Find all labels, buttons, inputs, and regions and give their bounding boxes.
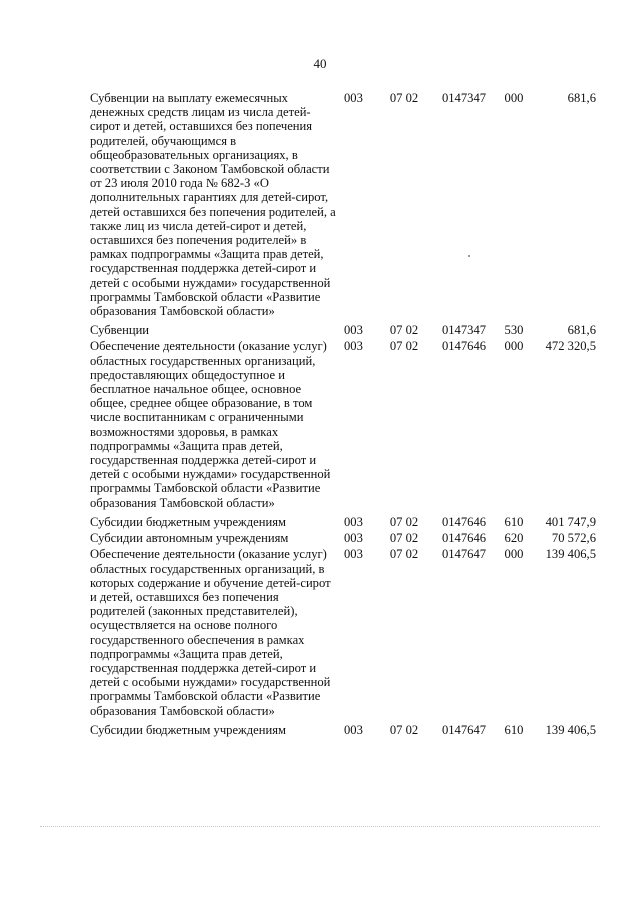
budget-table — [90, 91, 596, 739]
row-name: Субвенции — [90, 323, 150, 338]
row-amount: 681,6 — [567, 91, 596, 105]
row-section: 07 02 — [389, 91, 419, 105]
row-name: Субвенции на выплату ежемесячных денежных средств лицам из числа детей-сирот и детей, оставшихся без попечения родителей, обучающимся в общеобразовательных организациях, в соответствии с Законом Тамбовской области от 23 июля 2010 года № 682-З «О дополнительных гарантиях для детей-сирот, детей оставшихся без попечения родителей, а также лиц из числа детей-сирот и детей, оставшихся без попечения родителей» в рамках подпрограммы «Защита прав детей, государственная поддержка детей-сирот и детей с особыми нуждами» государственной программы Тамбовской области «Развитие образования Тамбовской области» — [90, 91, 336, 319]
row-name: Субсидии бюджетным учреждениям — [90, 722, 286, 737]
row-target-article: 0147646 — [441, 339, 487, 354]
row-target-article: 0147646 — [441, 531, 487, 546]
row-expense-type: 000 — [504, 547, 524, 562]
row-amount: 70 572,6 — [551, 531, 596, 546]
page-number: 40 — [313, 56, 327, 71]
row-vedomstvo: 003 — [344, 514, 363, 529]
row-vedomstvo: 003 — [344, 323, 363, 338]
row-section: 07 02 — [389, 323, 419, 338]
row-vedomstvo: 003 — [344, 722, 363, 737]
row-amount: 139 406,5 — [545, 722, 596, 737]
row-target-article: 0147646 — [441, 514, 487, 529]
row-amount: 681,6 — [567, 323, 596, 338]
row-expense-type: 610 — [504, 514, 524, 529]
row-expense-type: 530 — [504, 323, 524, 338]
row-expense-type: 610 — [504, 722, 524, 737]
row-section: 07 02 — [389, 547, 419, 562]
table-row — [90, 531, 596, 547]
row-target-article: 0147647 — [441, 722, 487, 737]
row-name: Обеспечение деятельности (оказание услуг) областных государственных организаций, в которых содержание и обучение детей-сирот и детей, оставшихся без попечения родителей (законных представителей), осуществляется на основе полного государственного обеспечения в рамках подпрограммы «Защита прав детей, государственная поддержка детей-сирот и детей с особыми нуждами» государственной программы Тамбовской области «Развитие образования Тамбовской области» — [90, 547, 331, 718]
row-section: 07 02 — [389, 339, 419, 354]
row-amount: 401 747,9 — [545, 514, 596, 529]
row-name: Субсидии бюджетным учреждениям — [90, 514, 286, 529]
row-target-article: 0147647 — [441, 547, 487, 562]
row-vedomstvo: 003 — [344, 547, 363, 562]
row-amount: 139 406,5 — [545, 547, 596, 562]
row-target-article: 0147347 — [441, 91, 487, 105]
scan-speck — [468, 255, 470, 257]
row-section: 07 02 — [389, 531, 419, 546]
page-bottom-dotted-line — [40, 826, 600, 827]
row-expense-type: 000 — [504, 339, 524, 354]
table-row — [90, 547, 596, 722]
row-name: Обеспечение деятельности (оказание услуг) областных государственных организаций, предоставляющих общедоступное и бесплатное начальное общее, основное общее, среднее общее образование, в том числе воспитанникам с ограниченными возможностями здоровья, в рамках подпрограммы «Защита прав детей, государственная поддержка детей-сирот и детей с особыми нуждами» государственной программы Тамбовской области «Развитие образования Тамбовской области» — [90, 339, 331, 510]
row-section: 07 02 — [389, 514, 419, 529]
row-expense-type: 620 — [504, 531, 524, 546]
table-row — [90, 323, 596, 339]
row-amount: 472 320,5 — [545, 339, 596, 354]
table-row — [90, 723, 596, 739]
table-row — [90, 339, 596, 514]
row-vedomstvo: 003 — [344, 339, 363, 354]
table-row — [90, 515, 596, 531]
row-vedomstvo: 003 — [344, 531, 363, 546]
table-row — [90, 91, 596, 323]
row-name: Субсидии автономным учреждениям — [90, 531, 289, 546]
row-section: 07 02 — [389, 722, 419, 737]
row-target-article: 0147347 — [441, 323, 487, 338]
row-vedomstvo: 003 — [344, 91, 363, 105]
row-expense-type: 000 — [504, 91, 524, 105]
